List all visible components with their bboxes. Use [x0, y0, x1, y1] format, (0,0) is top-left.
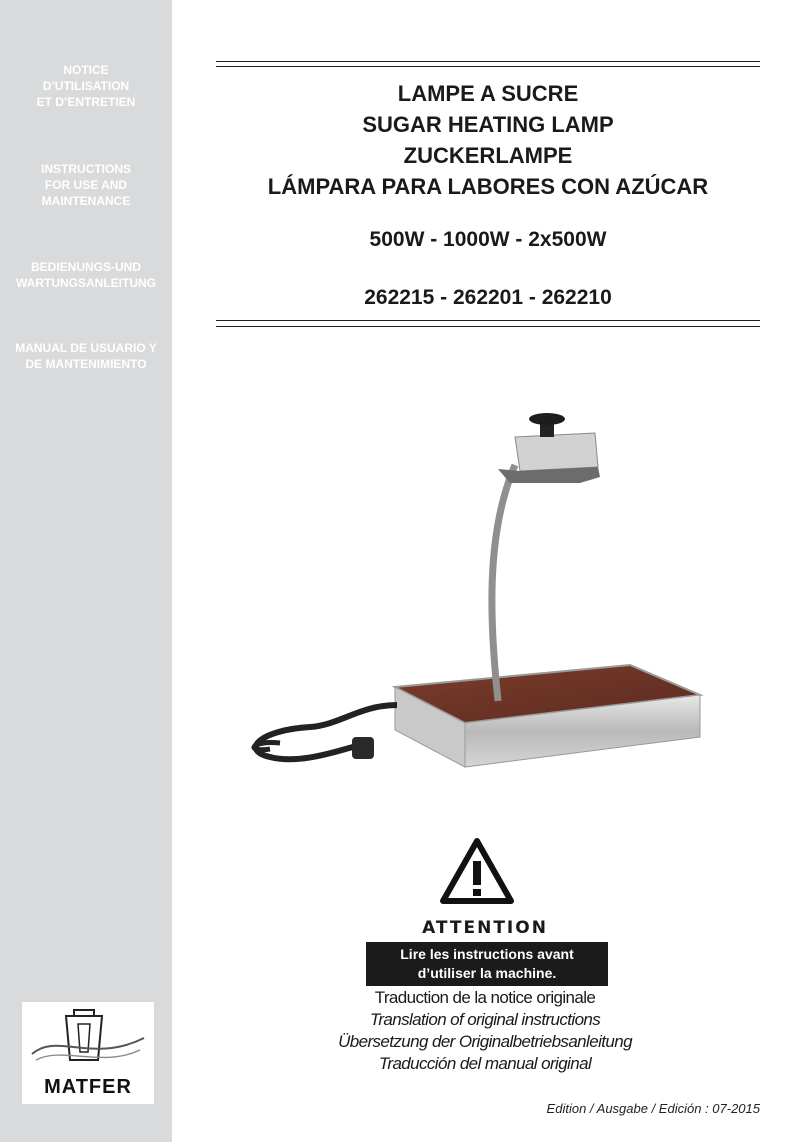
attention-line: d’utiliser la machine. — [417, 965, 557, 981]
edition-date: Edition / Ausgabe / Edición : 07-2015 — [546, 1101, 760, 1116]
power-ratings: 500W - 1000W - 2x500W — [369, 228, 607, 251]
attention-heading: ATTENTION — [422, 918, 548, 938]
sidebar-line: INSTRUCTIONS — [41, 162, 131, 176]
product-title — [216, 78, 760, 202]
reference-numbers: 262215 - 262201 - 262210 — [364, 286, 612, 309]
attention-line: Lire les instructions avant — [400, 946, 574, 962]
translation-es: Traducción del manual original — [378, 1054, 592, 1073]
logo-mark-icon — [22, 1002, 154, 1074]
sidebar-line: WARTUNGSANLEITUNG — [16, 276, 156, 290]
divider — [216, 326, 760, 327]
sidebar-line: NOTICE — [63, 63, 109, 77]
brand-name: MATFER — [44, 1076, 132, 1098]
sidebar-line: BEDIENUNGS-UND — [30, 260, 141, 274]
translation-en: Translation of original instructions — [369, 1010, 601, 1029]
matfer-logo — [22, 1002, 154, 1104]
sidebar-line: DE MANTENIMIENTO — [25, 357, 147, 371]
attention-message — [366, 942, 608, 986]
sidebar-section-en — [0, 161, 172, 209]
warning-triangle-icon — [440, 837, 514, 905]
sidebar-line: ET D’ENTRETIEN — [36, 95, 136, 109]
divider — [216, 320, 760, 321]
divider — [216, 66, 760, 67]
sidebar-line: MANUAL DE USUARIO Y — [15, 341, 157, 355]
title-de: ZUCKERLAMPE — [403, 143, 573, 168]
sidebar-line: D’UTILISATION — [42, 79, 130, 93]
sidebar-line: MAINTENANCE — [41, 194, 131, 208]
title-fr: LAMPE A SUCRE — [397, 81, 579, 106]
sidebar-section-de — [0, 259, 172, 291]
sidebar-line: FOR USE AND — [44, 178, 128, 192]
title-en: SUGAR HEATING LAMP — [362, 112, 614, 137]
sidebar — [0, 0, 172, 1142]
divider — [216, 61, 760, 62]
product-photo — [240, 405, 770, 795]
sidebar-section-es — [0, 340, 172, 372]
title-es: LÁMPARA PARA LABORES CON AZÚCAR — [267, 174, 709, 199]
sidebar-section-fr — [0, 62, 172, 110]
translation-de: Übersetzung der Originalbetriebsanleitung — [338, 1032, 632, 1051]
translation-fr: Traduction de la notice originale — [374, 988, 596, 1007]
